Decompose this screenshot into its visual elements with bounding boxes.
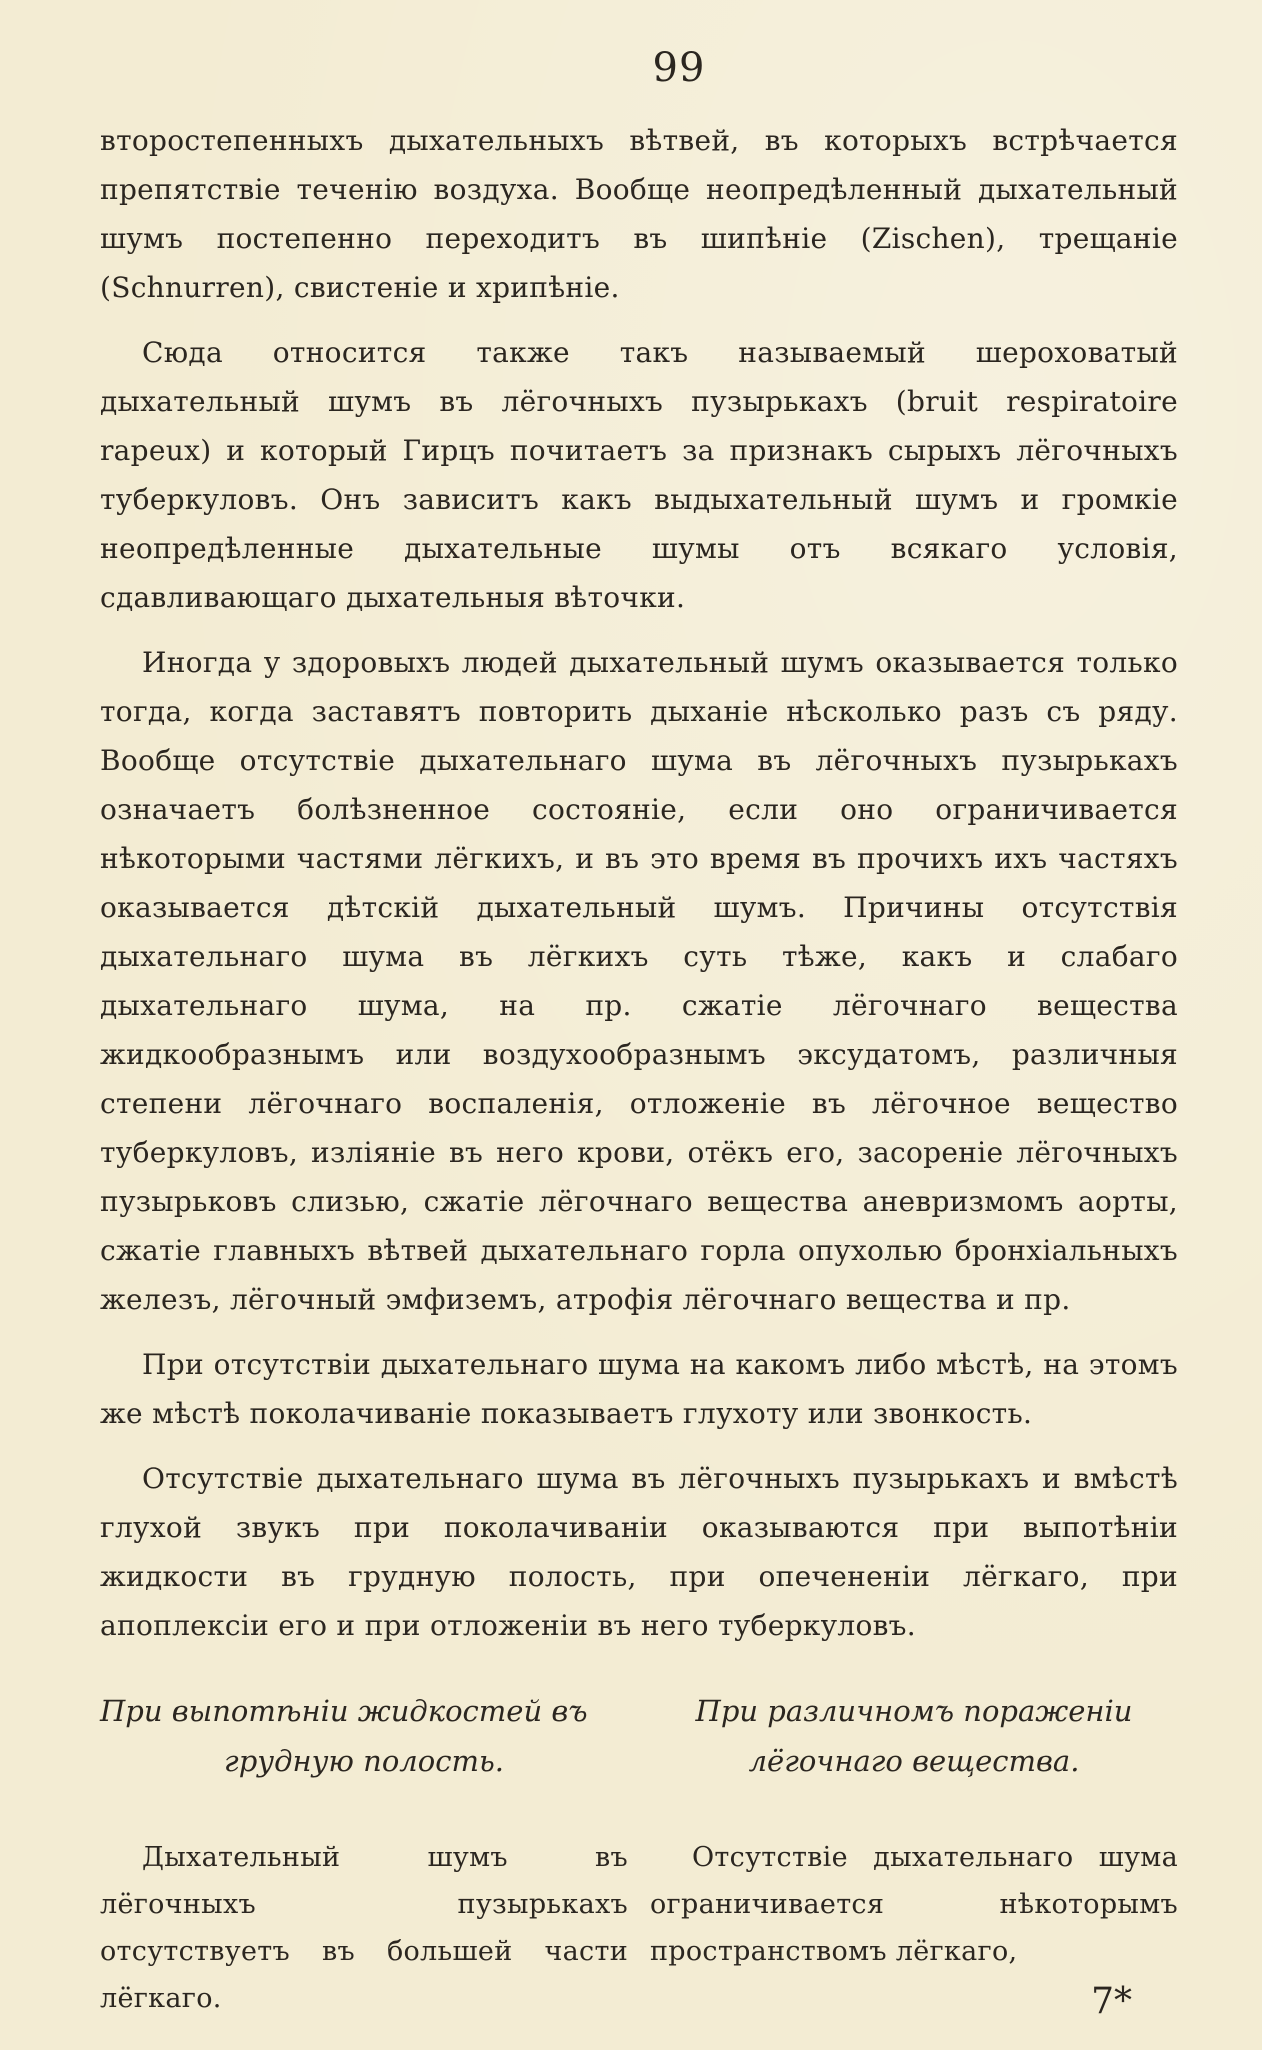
paragraph-2: Сюда относится также такъ называемый шероховатый дыхательный шумъ въ лёгочныхъ пузырькахъ (bruit respiratoire rapeux) и который Гирцъ почитаетъ за признакъ сырыхъ лёгочныхъ туберкуловъ. Онъ зависитъ какъ выдыхательный шумъ и громкіе неопредѣленные дыхательные шумы отъ всякаго условія, сдавливающаго дыхательныя вѣточки. bbox=[100, 336, 1178, 614]
left-heading-line1: При выпотѣніи жидкостей въ bbox=[100, 1694, 588, 1728]
paragraph-3: Иногда у здоровыхъ людей дыхательный шумъ оказывается только тогда, когда заставятъ повторить дыханіе нѣсколько разъ съ ряду. Вообще отсутствіе дыхательнаго шума въ лёгочныхъ пузырькахъ означаетъ болѣзненное состояніе, если оно ограничивается нѣкоторыми частями лёгкихъ, и въ это время въ прочихъ ихъ частяхъ оказывается дѣтскій дыхательный шумъ. Причины отсутствія дыхательнаго шума въ лёгкихъ суть тѣже, какъ и слабаго дыхательнаго шума, на пр. сжатіе лёгочнаго вещества жидкообразнымъ или воздухообразнымъ эксудатомъ, различныя степени лёгочнаго воспаленія, отложеніе въ лёгочное вещество туберкуловъ, изліяніе въ него крови, отёкъ его, засореніе лёгочныхъ пузырьковъ слизью, сжатіе лёгочнаго вещества аневризмомъ аорты, сжатіе главныхъ вѣтвей дыхательнаго горла опухолью бронхіальныхъ железъ, лёгочный эмфиземъ, атрофія лёгочнаго вещества и пр. bbox=[100, 646, 1178, 1316]
right-column-text: Отсутствіе дыхательнаго шума ограничивается нѣкоторымъ пространствомъ лёгкаго, bbox=[650, 1842, 1178, 1967]
paragraph-4: При отсутствіи дыхательнаго шума на какомъ либо мѣстѣ, на этомъ же мѣстѣ поколачиваніе показываетъ глухоту или звонкость. bbox=[100, 1348, 1178, 1430]
left-column bbox=[100, 1686, 628, 2038]
paragraph-1: второстепенныхъ дыхательныхъ вѣтвей, въ которыхъ встрѣчается препятствіе теченію воздуха. Вообще неопредѣленный дыхательный шумъ постепенно переходитъ въ шипѣніе (Zischen), трещаніе (Schnurren), свистеніе и хрипѣніе. bbox=[100, 124, 1178, 304]
left-heading-line2: грудную полость. bbox=[224, 1744, 504, 1778]
left-column-heading bbox=[100, 1686, 628, 1786]
page-number: 99 bbox=[652, 45, 706, 91]
two-column-section bbox=[100, 1686, 1178, 2038]
left-column-text: Дыхательный шумъ въ лёгочныхъ пузырькахъ отсутствуетъ въ большей части лёгкаго. bbox=[100, 1842, 628, 2014]
right-column-heading bbox=[650, 1686, 1178, 1786]
right-heading-line1: При различномъ пораженіи bbox=[695, 1694, 1133, 1728]
signature-mark: 7* bbox=[1091, 1981, 1132, 2022]
right-heading-line2: лёгочнаго вещества. bbox=[748, 1744, 1080, 1778]
paragraph-5: Отсутствіе дыхательнаго шума въ лёгочныхъ пузырькахъ и вмѣстѣ глухой звукъ при поколачиваніи оказываются при выпотѣніи жидкости въ грудную полость, при опечененіи лёгкаго, при апоплексіи его и при отложеніи въ него туберкуловъ. bbox=[100, 1462, 1178, 1642]
